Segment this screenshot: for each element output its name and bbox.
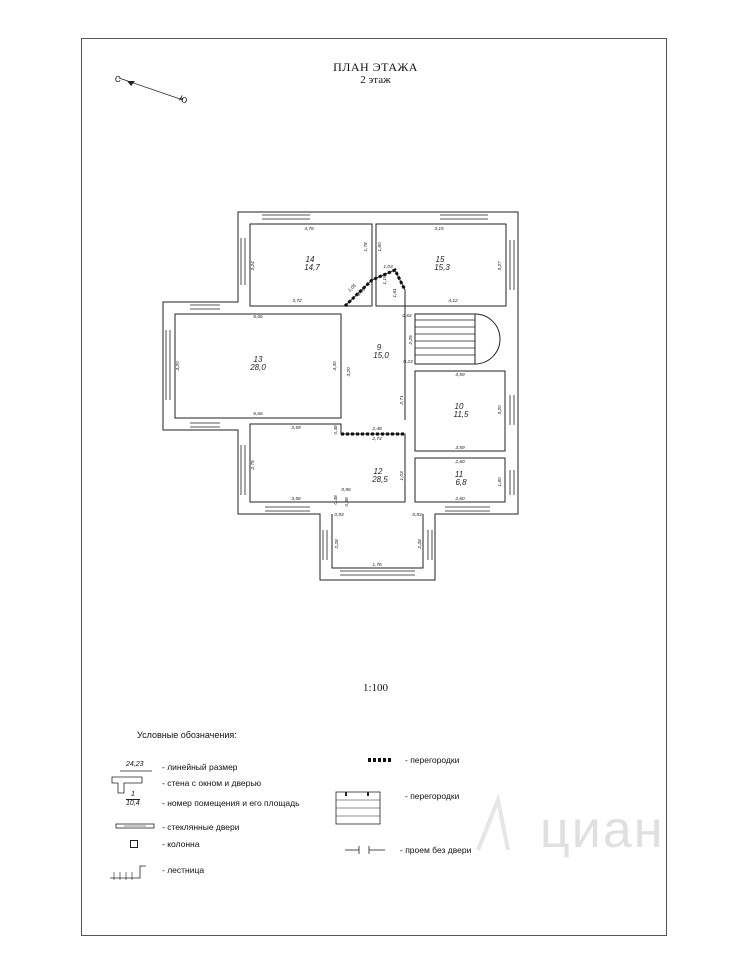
legend-wall-label: - стена с окном и дверью: [162, 778, 262, 788]
legend-room-num-sample: 1: [131, 791, 135, 798]
dim-label: 1,76: [372, 563, 382, 568]
legend-column-label: - колонна: [162, 839, 200, 849]
stairs-icon: [108, 862, 148, 882]
linear-dimension-icon: [118, 768, 154, 774]
room-14-number: 14: [305, 255, 315, 264]
dim-label: 1,80: [378, 242, 383, 252]
windows: [166, 215, 514, 575]
dim-label: 4,20: [176, 361, 181, 371]
room-11-area: 6,8: [455, 478, 467, 487]
room-10-area: 11,5: [453, 410, 469, 419]
plan-scale: 1:100: [362, 682, 389, 694]
legend-dim-sample: 24,23: [126, 761, 144, 768]
legend-room-area-sample: 10,4: [126, 800, 140, 807]
dim-label: 3,20: [347, 367, 352, 377]
dim-label: 2,75: [251, 460, 256, 470]
dim-label: 3,59: [291, 426, 301, 431]
room-13-area: 28,0: [250, 363, 266, 372]
dim-label: 1,78: [364, 242, 369, 252]
opening-icon: [343, 845, 387, 855]
legend-stairs-label: - лестница: [162, 865, 205, 875]
stairs-outline: [415, 314, 475, 364]
dim-label: 2,71: [400, 395, 405, 405]
dim-label: 4,12: [448, 299, 458, 304]
dim-label: 1,03: [400, 471, 405, 481]
legend-room-label: - номер помещения и его площадь: [162, 798, 300, 808]
dim-label: 4,78: [304, 227, 314, 232]
dim-label: 2,60: [455, 497, 465, 502]
compass-north-label: С: [115, 75, 121, 84]
stairs-treads: [415, 320, 475, 355]
room-12-area: 28,5: [372, 475, 388, 484]
compass-south-label: Ю: [177, 93, 190, 106]
room-10-number: 10: [454, 402, 464, 411]
bay-window-outline: [332, 514, 423, 568]
room-9-area: 15,0: [373, 351, 389, 360]
dim-label: 0,48: [334, 495, 339, 505]
dim-label: 1,80: [498, 477, 503, 487]
dim-label: 0,96: [341, 488, 351, 493]
dim-label: 3,20: [498, 405, 503, 415]
dim-label: 2,74: [372, 437, 382, 442]
dim-label: 2,28: [418, 539, 423, 549]
dim-label: 2,28: [335, 539, 340, 549]
legend-glass-label: - стеклянные двери: [162, 822, 240, 832]
column-icon: [130, 840, 138, 848]
room-14-area: 14,7: [304, 263, 320, 272]
dim-label: 2,60: [455, 460, 465, 465]
plan-title: ПЛАН ЭТАЖА: [333, 60, 418, 74]
glass-door-icon: [114, 822, 156, 830]
dim-label: 3,15: [434, 227, 444, 232]
room-12-outline: [250, 424, 405, 502]
dim-label: 0,48: [334, 425, 339, 435]
dim-label: 0,23: [403, 360, 413, 365]
legend-partition1-label: - перегородки: [405, 755, 460, 765]
dim-label: 3,24: [251, 261, 256, 271]
dim-label: 2,48: [372, 427, 382, 432]
room-9-number: 9: [376, 343, 382, 352]
dim-label: 1,61: [393, 288, 398, 298]
stairs-turn: [475, 314, 500, 364]
dim-label: 0,98: [345, 497, 350, 507]
dim-label: 3,72: [292, 299, 302, 304]
dim-label: 0,46: [356, 287, 367, 298]
dim-label: 4,30: [333, 361, 338, 371]
partition-stairs-icon: [332, 790, 384, 828]
wall-window-icon: [110, 775, 144, 795]
dim-label: 1,05: [347, 283, 358, 294]
dim-label: 1,03: [383, 265, 393, 270]
room-11-number: 11: [454, 470, 464, 479]
dim-label: 3,27: [498, 261, 503, 271]
legend-heading: Условные обозначения:: [137, 730, 237, 740]
dim-label: 1,19: [383, 275, 388, 285]
dim-label: 3,59: [455, 446, 465, 451]
room-15-number: 15: [435, 255, 445, 264]
dim-label: 0,93: [412, 513, 422, 518]
room-12-number: 12: [373, 467, 383, 476]
dim-label: 0,93: [334, 513, 344, 518]
legend-opening-label: - проем без двери: [400, 845, 472, 855]
dim-label: 3,59: [455, 373, 465, 378]
room-15-area: 15,3: [434, 263, 450, 272]
dim-label: 0,64: [402, 314, 412, 319]
plan-subtitle: 2 этаж: [360, 74, 391, 86]
dim-label: 3,58: [291, 497, 301, 502]
watermark-text: циан: [540, 801, 665, 859]
legend-linear-label: - линейный размер: [162, 762, 238, 772]
partition-hatch-icon: [366, 756, 394, 764]
legend-partition2-label: - перегородки: [405, 791, 460, 801]
dim-label: 2,25: [409, 335, 414, 345]
dim-label: 6,66: [253, 315, 263, 320]
room-13-number: 13: [253, 355, 263, 364]
dim-label: 6,66: [253, 412, 263, 417]
